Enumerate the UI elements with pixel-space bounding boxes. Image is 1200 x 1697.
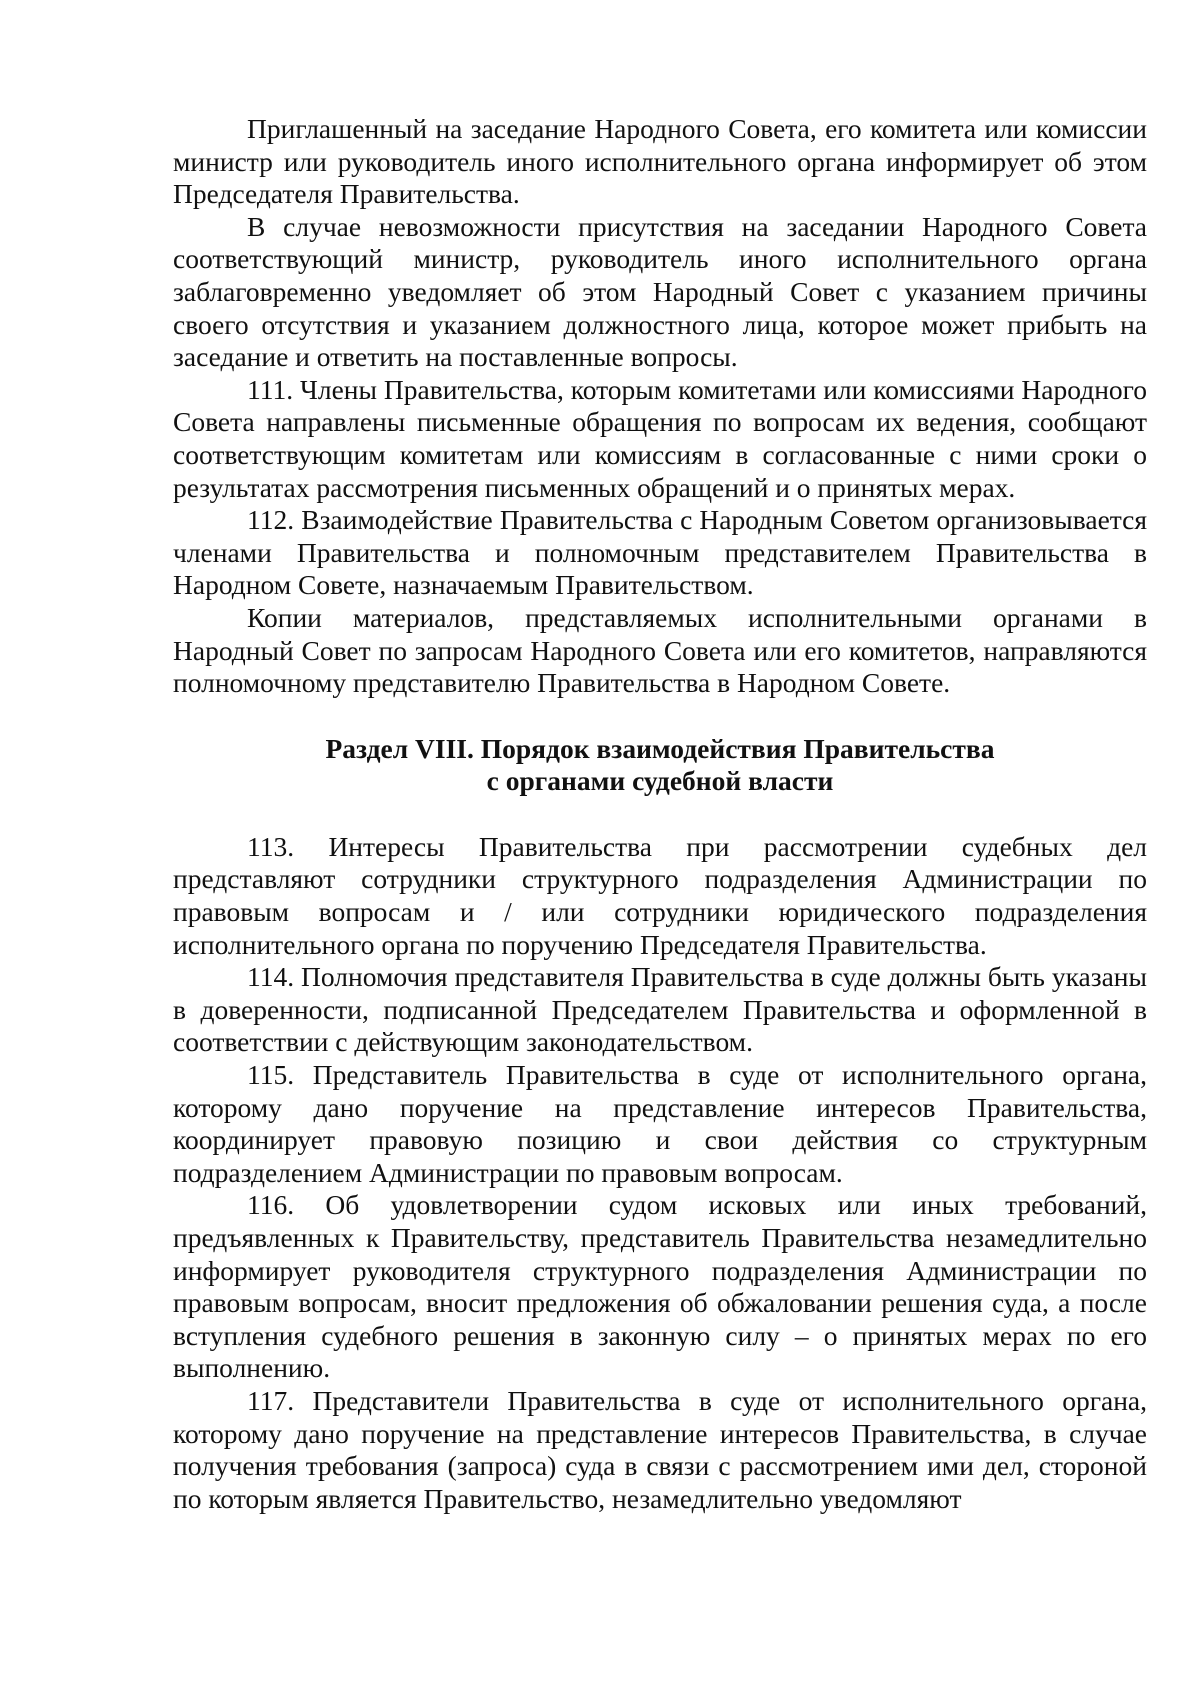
section-heading-line-1: Раздел VIII. Порядок взаимодействия Правительства xyxy=(325,732,995,764)
section-heading xyxy=(173,733,1147,798)
section-heading-line-2: с органами судебной власти xyxy=(486,765,834,797)
paragraph-117: 117. Представители Правительства в суде от исполнительного органа, которому дано поручение на представление интересов Правительства, в случае получения требования (запроса) суда в связи с рассмотрением ими дел, стороной по которым является Правительство, незамедлительно уведомляют xyxy=(173,1384,1147,1514)
paragraph-116: 116. Об удовлетворении судом исковых или иных требований, предъявленных к Правительству, представитель Правительства незамедлительно информирует руководителя структурного подразделения Администрации по правовым вопросам, вносит предложения об обжаловании решения суда, а после вступления судебного решения в законную силу – о принятых мерах по его выполнению. xyxy=(173,1189,1147,1384)
paragraph-112: 112. Взаимодействие Правительства с Народным Советом организовывается членами Правительства и полномочным представителем Правительства в Народном Совете, назначаемым Правительством. xyxy=(173,504,1147,601)
paragraph: В случае невозможности присутствия на заседании Народного Совета соответствующий министр, руководитель иного исполнительного органа заблаговременно уведомляет об этом Народный Совет с указанием причины своего отсутствия и указанием должностного лица, которое может прибыть на заседание и ответить на поставленные вопросы. xyxy=(173,210,1147,373)
document-body xyxy=(173,113,1147,1515)
paragraph: Копии материалов, представляемых исполнительными органами в Народный Совет по запросам Народного Совета или его комитетов, направляются полномочному представителю Правительства в Народном Совете. xyxy=(173,601,1147,699)
paragraph-111: 111. Члены Правительства, которым комитетами или комиссиями Народного Совета направлены письменные обращения по вопросам их ведения, сообщают соответствующим комитетам или комиссиям в согласованные с ними сроки о результатах рассмотрения письменных обращений и о принятых мерах. xyxy=(173,373,1147,503)
paragraph-114: 114. Полномочия представителя Правительства в суде должны быть указаны в доверенности, подписанной Председателем Правительства и оформленной в соответствии с действующим законодательством. xyxy=(173,961,1147,1058)
paragraph-115: 115. Представитель Правительства в суде от исполнительного органа, которому дано поручение на представление интересов Правительства, координирует правовую позицию и свои действия со структурным подразделением Администрации по правовым вопросам. xyxy=(173,1059,1147,1188)
paragraph: Приглашенный на заседание Народного Совета, его комитета или комиссии министр или руководитель иного исполнительного органа информирует об этом Председателя Правительства. xyxy=(173,113,1147,210)
paragraph-113: 113. Интересы Правительства при рассмотрении судебных дел представляют сотрудники структурного подразделения Администрации по правовым вопросам и / или сотрудники юридического подразделения исполнительного органа по поручению Председателя Правительства. xyxy=(173,830,1147,960)
